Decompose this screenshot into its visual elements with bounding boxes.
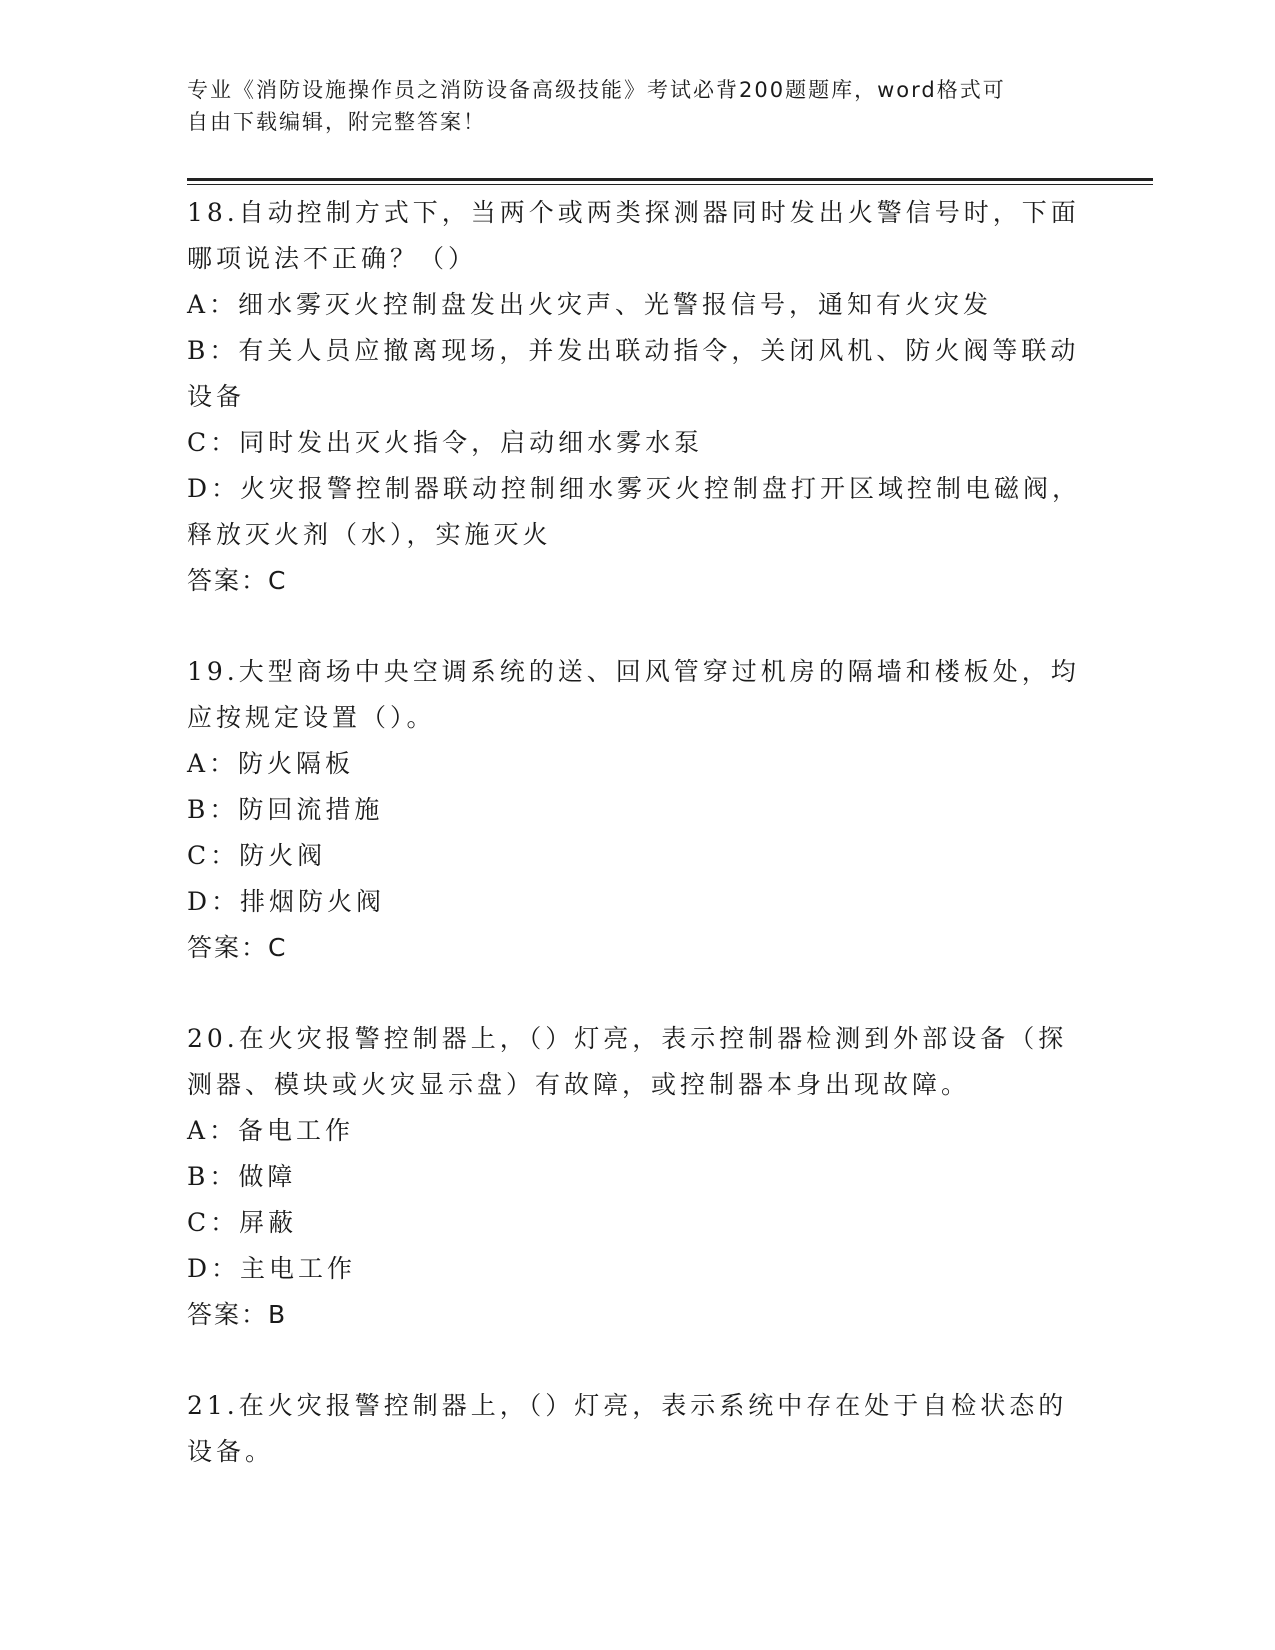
question-list bbox=[187, 190, 1127, 1520]
question-block bbox=[187, 1016, 1127, 1338]
question-block bbox=[187, 190, 1127, 604]
question-stem-line: 19.大型商场中央空调系统的送、回风管穿过机房的隔墙和楼板处，均 bbox=[187, 657, 1080, 686]
document-header bbox=[187, 74, 1087, 138]
answer-line: 答案：C bbox=[187, 566, 288, 595]
option-line: C：防火阀 bbox=[187, 841, 327, 870]
question-stem-line: 应按规定设置（）。 bbox=[187, 703, 436, 732]
question-stem-line: 18.自动控制方式下，当两个或两类探测器同时发出火警信号时，下面 bbox=[187, 198, 1080, 227]
question-stem-line: 设备。 bbox=[187, 1437, 275, 1466]
option-line: C：同时发出灭火指令，启动细水雾水泵 bbox=[187, 428, 704, 457]
option-line: A：防火隔板 bbox=[187, 749, 355, 778]
option-line: B：做障 bbox=[187, 1162, 297, 1191]
header-line-1: 专业《消防设施操作员之消防设备高级技能》考试必背200题题库，word格式可 bbox=[187, 78, 1006, 102]
question-block bbox=[187, 1383, 1127, 1475]
option-line: A：备电工作 bbox=[187, 1116, 355, 1145]
question-stem-line: 哪项说法不正确？（） bbox=[187, 244, 478, 273]
option-line: B：防回流措施 bbox=[187, 795, 384, 824]
header-divider-thick bbox=[187, 178, 1153, 181]
option-line: 释放灭火剂（水），实施灭火 bbox=[187, 520, 552, 549]
option-line: 设备 bbox=[187, 382, 246, 411]
option-line: B：有关人员应撤离现场，并发出联动指令，关闭风机、防火阀等联动 bbox=[187, 336, 1080, 365]
question-block bbox=[187, 649, 1127, 971]
option-line: D：主电工作 bbox=[187, 1254, 357, 1283]
option-line: C：屏蔽 bbox=[187, 1208, 298, 1237]
question-stem-line: 20.在火灾报警控制器上，（）灯亮，表示控制器检测到外部设备（探 bbox=[187, 1024, 1068, 1053]
option-line: D：火灾报警控制器联动控制细水雾灭火控制盘打开区域控制电磁阀， bbox=[187, 474, 1082, 503]
option-line: A：细水雾灭火控制盘发出火灾声、光警报信号，通知有火灾发 bbox=[187, 290, 993, 319]
answer-line: 答案：C bbox=[187, 933, 288, 962]
answer-line: 答案：B bbox=[187, 1300, 288, 1329]
question-stem-line: 21.在火灾报警控制器上，（）灯亮，表示系统中存在处于自检状态的 bbox=[187, 1391, 1068, 1420]
header-line-2: 自由下载编辑，附完整答案！ bbox=[187, 110, 486, 134]
option-line: D：排烟防火阀 bbox=[187, 887, 386, 916]
question-stem-line: 测器、模块或火灾显示盘）有故障，或控制器本身出现故障。 bbox=[187, 1070, 971, 1099]
header-divider-thin bbox=[187, 184, 1153, 185]
